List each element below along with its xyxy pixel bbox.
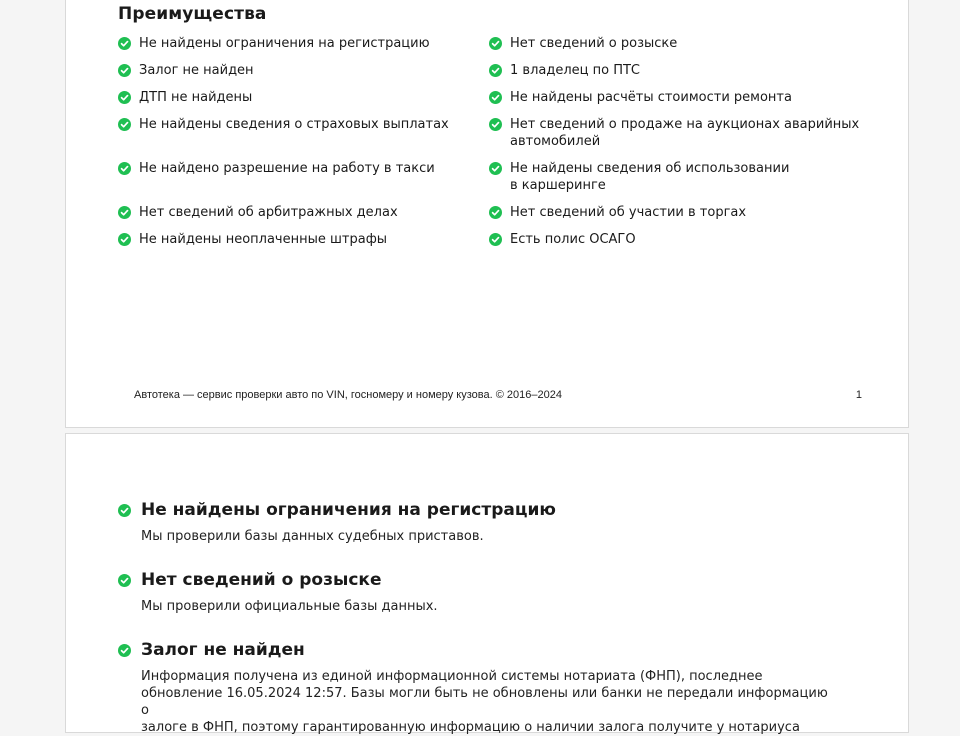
check-circle-icon [118, 64, 132, 77]
check-circle-icon [118, 574, 132, 587]
advantage-item [118, 35, 489, 62]
advantage-label: Нет сведений о розыске [510, 36, 678, 51]
detail-section-registration [118, 500, 838, 545]
check-circle-icon [118, 118, 132, 131]
page-number: 1 [855, 389, 862, 401]
advantage-label: Не найдены ограничения на регистрацию [139, 36, 430, 51]
advantages-row [118, 35, 878, 62]
check-circle-icon [489, 233, 503, 246]
advantage-item [489, 160, 869, 204]
check-circle-icon [118, 91, 132, 104]
advantage-label: Нет сведений о продаже на аукционах аварийных автомобилей [510, 117, 860, 149]
footer-text: Автотека — сервис проверки авто по VIN, госномеру и номеру кузова. © 2016–2024 [134, 389, 562, 401]
detail-section-wanted [118, 570, 838, 615]
advantages-row [118, 89, 878, 116]
check-circle-icon [489, 37, 503, 50]
advantage-label: Нет сведений об участии в торгах [510, 205, 747, 220]
advantage-item [118, 89, 489, 116]
detail-body: Мы проверили официальные базы данных. [141, 599, 438, 614]
advantage-label: Не найдены сведения об использовании в каршеринге [510, 161, 790, 193]
page-footer [134, 389, 862, 401]
check-circle-icon [118, 644, 132, 657]
advantage-label: ДТП не найдены [139, 90, 253, 105]
advantage-label: Не найдены неоплаченные штрафы [139, 232, 388, 247]
advantages-row [118, 204, 878, 231]
advantage-item [489, 89, 869, 116]
detail-body: Информация получена из единой информационной системы нотариата (ФНП), последнее обновление 16.05.2024 12:57. Базы могли быть не обновлены или банки не передали информацию о залоге в ФНП, поэтому гарантированную информацию о наличии залога получите у нотариуса [141, 669, 828, 735]
advantage-label: Не найдены сведения о страховых выплатах [139, 117, 449, 132]
advantages-row [118, 116, 878, 160]
advantage-label: 1 владелец по ПТС [510, 63, 640, 78]
check-circle-icon [118, 233, 132, 246]
check-circle-icon [489, 162, 503, 175]
advantages-row [118, 62, 878, 89]
report-page-2 [65, 433, 909, 733]
advantage-item [118, 204, 489, 231]
advantage-label: Нет сведений об арбитражных делах [139, 205, 398, 220]
advantages-list [118, 35, 878, 258]
check-circle-icon [489, 206, 503, 219]
check-circle-icon [118, 162, 132, 175]
detail-section-pledge [118, 640, 838, 736]
advantages-row [118, 231, 878, 258]
advantage-item [489, 35, 869, 62]
advantage-label: Не найдены расчёты стоимости ремонта [510, 90, 792, 105]
advantage-item [489, 204, 869, 231]
advantage-item [489, 116, 869, 160]
advantage-item [489, 62, 869, 89]
advantage-item [118, 160, 489, 204]
detail-title: Не найдены ограничения на регистрацию [141, 500, 556, 520]
check-circle-icon [489, 64, 503, 77]
advantage-label: Не найдено разрешение на работу в такси [139, 161, 435, 176]
advantage-label: Залог не найден [139, 63, 254, 78]
advantage-label: Есть полис ОСАГО [510, 232, 636, 247]
detail-title: Нет сведений о розыске [141, 570, 382, 590]
check-circle-icon [118, 206, 132, 219]
check-circle-icon [489, 118, 503, 131]
advantage-item [489, 231, 869, 258]
check-circle-icon [118, 37, 132, 50]
advantage-item [118, 231, 489, 258]
advantage-item [118, 62, 489, 89]
advantage-item [118, 116, 489, 160]
detail-body: Мы проверили базы данных судебных приставов. [141, 529, 484, 544]
detail-title: Залог не найден [141, 640, 305, 660]
check-circle-icon [489, 91, 503, 104]
advantages-row [118, 160, 878, 204]
advantages-title: Преимущества [118, 4, 267, 24]
check-circle-icon [118, 504, 132, 517]
report-page-1 [65, 0, 909, 428]
